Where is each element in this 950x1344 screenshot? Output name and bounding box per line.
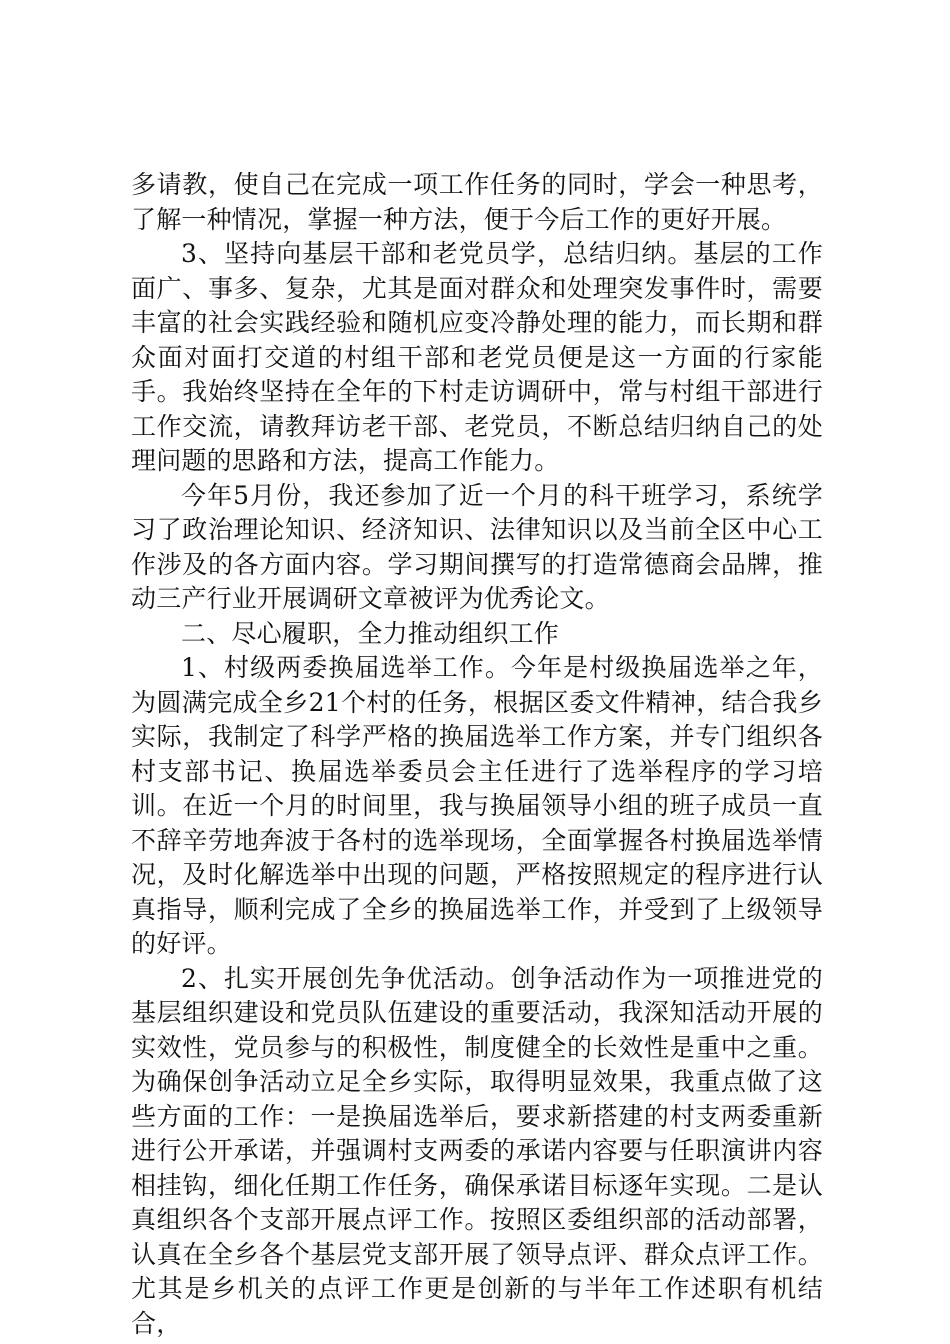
paragraph-continuation: 多请教，使自己在完成一项工作任务的同时，学会一种思考，了解一种情况，掌握一种方法，便于今后工作的更好开展。 (131, 170, 823, 234)
section-heading: 二、尽心履职，全力推动组织工作 (181, 618, 560, 648)
paragraph-item-2: 2、扎实开展创先争优活动。创争活动作为一项推进党的基层组织建设和党员队伍建设的重要活动，我深知活动开展的实效性，党员参与的积极性，制度健全的长效性是重中之重。为确保创争活动立足全乡实际，取得明显效果，我重点做了这些方面的工作：一是换届选举后，要求新搭建的村支两委重新进行公开承诺，并强调村支两委的承诺内容要与任职演讲内容相挂钩，细化任期工作任务，确保承诺目标逐年实现。二是认真组织各个支部开展点评工作。按照区委组织部的活动部署，认真在全乡各个基层党支部开展了领导点评、群众点评工作。尤其是乡机关的点评工作更是创新的与半年工作述职有机结合， (131, 963, 823, 1338)
document-body (131, 168, 823, 1341)
paragraph-item-3: 3、坚持向基层干部和老党员学，总结归纳。基层的工作面广、事多、复杂，尤其是面对群众和处理突发事件时，需要丰富的社会实践经验和随机应变冷静处理的能力，而长期和群众面对面打交道的村组干部和老党员便是这一方面的行家能手。我始终坚持在全年的下村走访调研中，常与村组干部进行工作交流，请教拜访老干部、老党员，不断总结归纳自己的处理问题的思路和方法，提高工作能力。 (131, 239, 823, 475)
paragraph-item-1: 1、村级两委换届选举工作。今年是村级换届选举之年，为圆满完成全乡21个村的任务，根据区委文件精神，结合我乡实际，我制定了科学严格的换届选举工作方案，并专门组织各村支部书记、换届选举委员会主任进行了选举程序的学习培训。在近一个月的时间里，我与换届领导小组的班子成员一直不辞辛劳地奔波于各村的选举现场，全面掌握各村换届选举情况，及时化解选举中出现的问题，严格按照规定的程序进行认真指导，顺利完成了全乡的换届选举工作，并受到了上级领导的好评。 (131, 653, 823, 958)
paragraph-training: 今年5月份，我还参加了近一个月的科干班学习，系统学习了政治理论知识、经济知识、法律知识以及当前全区中心工作涉及的各方面内容。学习期间撰写的打造常德商会品牌，推动三产行业开展调研文章被评为优秀论文。 (131, 480, 823, 613)
